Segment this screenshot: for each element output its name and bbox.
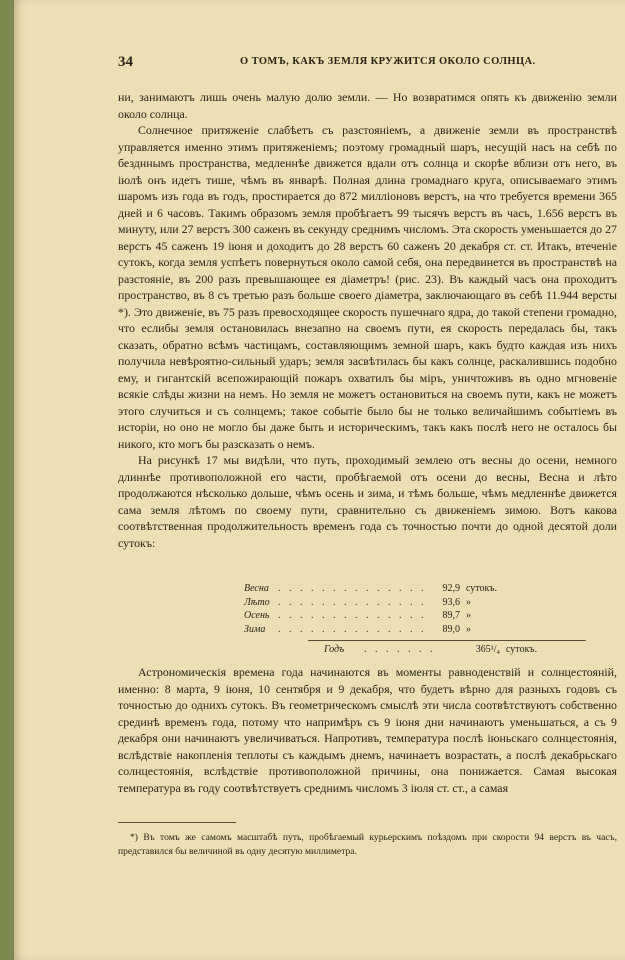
leader-dots: . . . . . . . . . . . . . .: [278, 610, 426, 621]
leader-dots: . . . . . . .: [364, 644, 436, 655]
season-unit: »: [466, 596, 471, 608]
leader-dots: . . . . . . . . . . . . . .: [278, 623, 426, 635]
season-row: [244, 609, 514, 623]
season-name: Осень: [244, 610, 270, 621]
footnote-rule: [118, 822, 236, 823]
page-number: 34: [118, 54, 133, 70]
season-unit: сутокъ.: [466, 583, 498, 594]
total-row: [324, 644, 594, 655]
page-header: [118, 54, 617, 74]
paragraph: Солнечное притяженіе слабѣетъ съ разстояніемъ, а движеніе земли въ пространствѣ управляется именно этимъ притяженіемъ; поэтому громадный шаръ, несущій насъ на себѣ по бездннымъ пространства, медленнѣе движется вдали отъ солнца и скорѣе вблизи отъ него, въ іюлѣ онъ идетъ тише, чѣмъ въ январѣ. Полная длина громаднаго круга, описываемаго этимъ шаромъ изъ года въ годъ, простирается до 872 милліоновъ верстъ, на что требуется времени 365 дней и 6 часовъ. Такимъ образомъ земля пробѣгаетъ 99 тысячъ верстъ въ часъ, 1.656 верстъ въ минуту, или 27 верстъ 300 саженъ въ секунду среднимъ числомъ. Эта скорость уменьшается до 27 верстъ 45 саженъ 19 іюня и доходитъ до 28 верстъ 60 саженъ 20 декабря ст. ст. Итакъ, втеченіе сутокъ, когда земля успѣетъ повернуться около самой себя, она передвинется въ пространствѣ на разстояніе, въ 200 разъ превышающее ея діаметръ! (рис. 23). Въ каждый часъ она проходитъ пространство, въ 8 съ третью разъ больше своего діаметра, заключающаго въ себѣ 11.944 версты *). Это движеніе, въ 75 разъ превосходящее скорость пушечнаго ядра, до такой степени громадно, что еслибы земля остановилась внезапно на своемъ пути, ея скорость передалась бы, такъ сказать, обратно всѣмъ частицамъ, составляющимъ земной шаръ, какъ будто каждая изъ нихъ получила невѣроятно-сильный ударъ; земля засвѣтилась бы какъ солнце, раскалившись подобно ему, и гигантскій всепожирающій пожаръ охватилъ бы міръ, уничтоживъ въ одно мгновеніе всякіе слѣды жизни на немъ. Но земля не можетъ остановиться на своемъ пути, какъ не можетъ этого случиться и съ солнцемъ; такое событіе было бы не только величайшимъ событіемъ въ исторіи, но оно не могло бы даже быть и историческимъ, такъ какъ послѣ него не осталось бы никого, кто могъ бы разсказать о немъ.: [118, 123, 617, 451]
season-name: Зима: [244, 623, 266, 635]
total-days: 365¹/₄: [475, 644, 500, 655]
leader-dots: . . . . . . . . . . . . . .: [278, 596, 426, 608]
season-row: [244, 582, 514, 596]
total-unit: сутокъ.: [506, 644, 538, 655]
main-text: [118, 89, 617, 551]
book-page: [14, 0, 625, 960]
season-days: 89,7: [442, 610, 460, 621]
season-days: 89,0: [442, 623, 460, 635]
leader-dots: . . . . . . . . . . . . . .: [278, 583, 426, 594]
seasons-table: [244, 582, 514, 636]
season-days: 93,6: [442, 596, 460, 608]
total-label: Годъ: [324, 644, 345, 655]
season-days: 92,9: [442, 583, 460, 594]
season-row: [244, 596, 514, 610]
season-row: [244, 623, 514, 637]
sum-rule: [308, 640, 586, 641]
season-unit: »: [466, 610, 471, 621]
footnote: *) Въ томъ же самомъ масштабѣ путь, пробѣгаемый курьерскимъ поѣздомъ при скорости 94 верстъ въ часъ, представился бы величиной въ одну десятую миллиметра.: [118, 832, 617, 857]
running-title: О ТОМЪ, КАКЪ ЗЕМЛЯ КРУЖИТСЯ ОКОЛО СОЛНЦА.: [240, 56, 536, 67]
paragraph: Астрономическія времена года начинаются въ моменты равноденствій и солнцестояній, именно: 8 марта, 9 іюня, 10 сентября и 9 декабря, что будетъ вѣрно для разныхъ годовъ съ точностью до однихъ сутокъ. Въ геометрическомъ смыслѣ эти числа соотвѣтствуютъ собственно срединѣ временъ года, потому что напримѣръ съ 9 іюня дни начинаютъ уменьшаться, а съ 9 декабря они начинаютъ увеличиваться. Напротивъ, температура послѣ іюньскаго солнцестоянія, вслѣдствіе накопленія теплоты съ каждымъ днемъ, начинаетъ возрастать, а послѣ декабрьскаго солнцестоянія, вслѣдствіе противоположной причины, она понижается. Самая высокая температура въ году соотвѣтствуетъ среднимъ числомъ 3 іюля ст. ст., а самая: [118, 665, 617, 795]
paragraph: ни, занимаютъ лишь очень малую долю земли. — Но возвратимся опять къ движенію земли около солнца.: [118, 90, 617, 121]
season-name: Весна: [244, 583, 269, 594]
paragraph: На рисункѣ 17 мы видѣли, что путь, проходимый землею отъ весны до осени, немного длиннѣе противоположной его части, пробѣгаемой отъ осени до весны, Весна и лѣто продолжаются нѣсколько дольше, чѣмъ осень и зима, и тѣмъ больше, чѣмъ медленнѣе движется сама земля лѣтомъ по своему пути, сравнительно съ движеніемъ зимою. Вотъ какова соотвѣтственная продолжительность временъ года съ точностью почти до одной десятой доли сутокъ:: [118, 453, 617, 550]
season-unit: »: [466, 623, 471, 635]
main-text-continued: [118, 664, 617, 796]
season-name: Лѣто: [244, 596, 270, 608]
